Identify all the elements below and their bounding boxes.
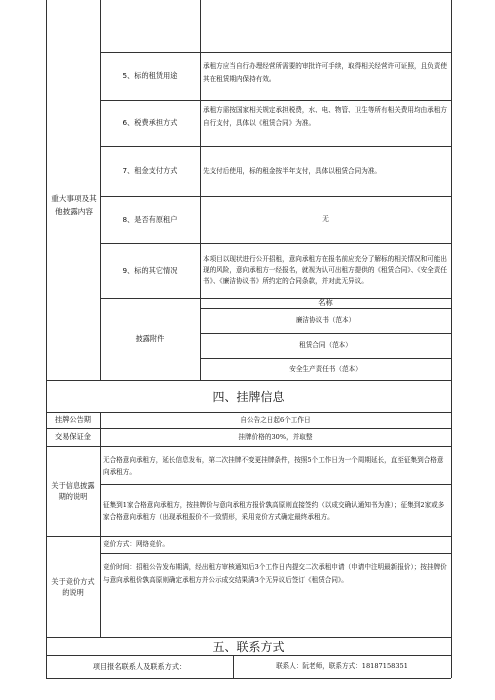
attachments-label: 披露附件: [135, 334, 165, 343]
attachment-item[interactable]: 租赁合同（范本）: [299, 341, 352, 350]
attachment-item[interactable]: 廉洁协议书（范本）: [295, 316, 356, 325]
table-border-left: [46, 0, 47, 678]
attachments-header: 名称: [318, 298, 333, 307]
listing-period-value: 自公告之日起6个工作日: [240, 415, 311, 424]
row-label-usage: 5、标的租赁用途: [122, 71, 178, 80]
major-items-group-label: 重大事项及其他披露内容: [51, 194, 97, 216]
row-label-rent-payment: 7、租金支付方式: [122, 166, 178, 175]
listing-period-label: 挂牌公告期: [55, 415, 91, 424]
row-content-rent-payment: 先支付后使用，标的租金按半年支付，具体以租赁合同为准。: [203, 166, 382, 175]
row-label-tax: 6、税费承担方式: [122, 118, 178, 127]
deposit-label: 交易保证金: [55, 432, 91, 441]
row-content-usage: 承租方应当自行办理经营所需要的审批许可手续，取得相关经营许可证照，且负责使其在租赁期内保持有效。: [203, 62, 447, 83]
disclosure-expiry-para-2: 征集到1家合格意向承租方，按挂牌价与意向承租方报价孰高原则直接签约（以成交确认通知书为准）；征集到2家或多家合格意向承租方（出现承租报价不一致情形，采用竞价方式确定最终承租方。: [103, 500, 445, 521]
contact-label: 项目报名联系人及联系方式：: [92, 661, 187, 671]
bidding-label: 关于竞价方式的说明: [51, 576, 95, 597]
contact-value: 联系人：阮老师，联系方式：18187158351: [276, 662, 408, 671]
section-5-title: 五、联系方式: [212, 639, 285, 654]
row-content-original-tenant: 无: [322, 215, 329, 224]
divider: [200, 0, 201, 298]
row-content-other-info: 本项目以现状进行公开招租，意向承租方在报名前应充分了解标的相关情况和可能出现的风险，意向承租方一经报名，就视为认可出租方提供的《租赁合同》、《安全责任书》、《廉洁协议书》所约定的合同条款，并对此无异议。: [203, 255, 447, 285]
document-page: [46, 0, 451, 700]
disclosure-expiry-label: 关于信息披露期的说明: [51, 481, 95, 501]
divider: [46, 678, 451, 679]
section-4-title: 四、挂牌信息: [212, 389, 285, 404]
attachment-item[interactable]: 安全生产责任书（范本）: [289, 364, 362, 373]
row-label-other-info: 9、标的其它情况: [122, 265, 178, 275]
table-border-right: [451, 0, 452, 678]
row-content-tax: 承租方需按国家相关规定承担税费，水、电、物管、卫生等所有相关费用均由承租方自行支付，具体以《租赁合同》为准。: [203, 106, 447, 127]
divider: [46, 446, 451, 447]
bidding-para-2: 竞价时间：招租公告发布期满，经出租方审核通知后3个工作日内提交二次承租申请（申请中注明最新报价）；按挂牌价与意向承租价孰高原则确定承租方并公示成交结果满3个无异议后签订《租赁合同》。: [103, 563, 447, 584]
deposit-value: 挂牌价格的30%，并取整: [238, 432, 313, 441]
bidding-para-1: 竞价方式：网络竞价。: [103, 540, 169, 549]
disclosure-expiry-para-1: 无合格意向承租方，延长信息发布，第二次挂牌不变更挂牌条件，按照5个工作日为一个周期延长，直至征集到合格意向承租方。: [103, 455, 444, 476]
row-label-original-tenant: 8、是否有原租户: [122, 214, 178, 224]
